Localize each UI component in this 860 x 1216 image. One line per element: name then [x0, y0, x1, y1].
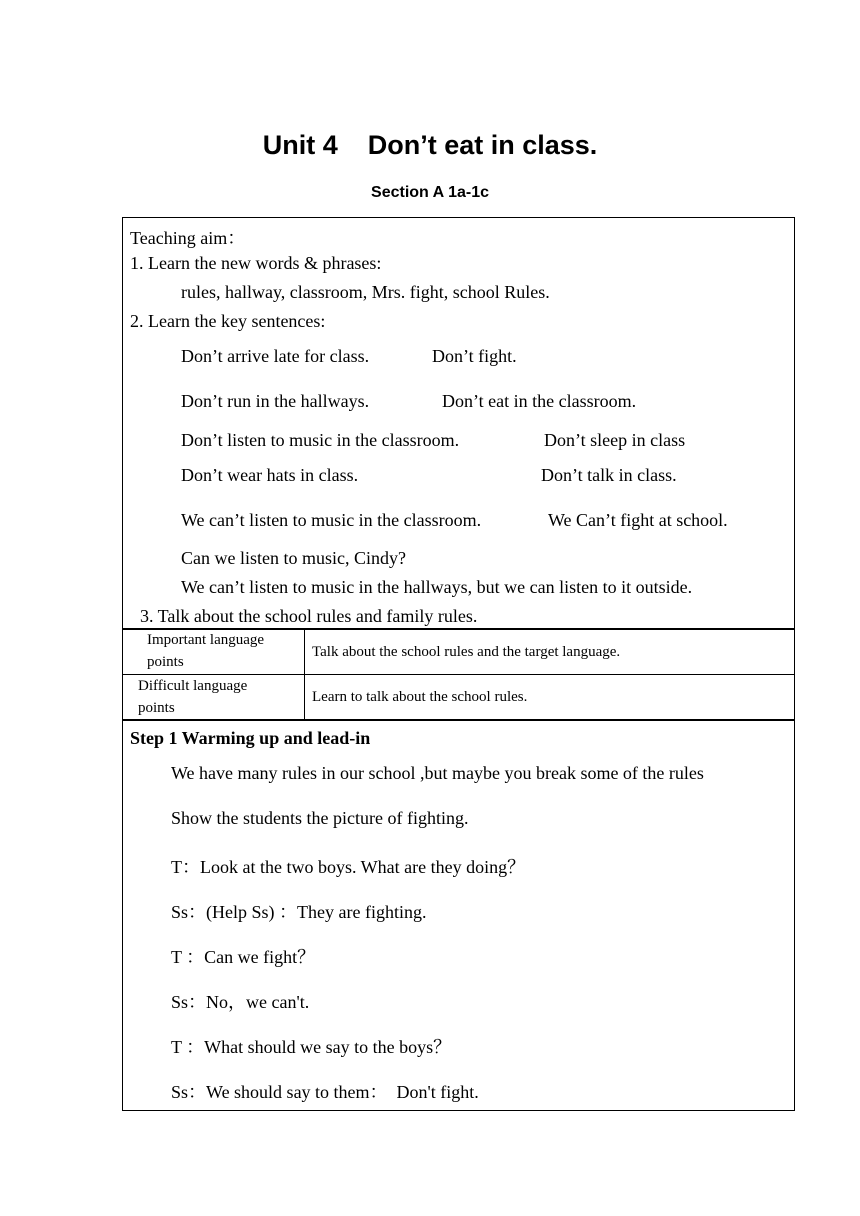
step-1-heading: Step 1 Warming up and lead-in [130, 728, 371, 748]
aim-item-1: 1. Learn the new words & phrases: [130, 253, 382, 273]
step-1-line: Ss：We should say to them： Don't fight. [171, 1082, 479, 1102]
row-divider [123, 674, 794, 675]
key-sentence: Don’t eat in the classroom. [442, 391, 637, 411]
key-sentence: We can’t listen to music in the classroom. [181, 510, 482, 530]
page-title: Unit 4 Don’t eat in class. [262, 130, 598, 160]
key-sentence: Don’t listen to music in the classroom. [181, 430, 460, 450]
key-sentence: Can we listen to music, Cindy? [181, 548, 406, 568]
teaching-aim-box [122, 217, 795, 630]
key-sentence: Don’t talk in class. [541, 465, 677, 485]
important-points-text: Talk about the school rules and the target language. [312, 644, 621, 660]
step-1-line: T ：Can we fight？ [171, 947, 316, 967]
important-points-label: Important language [147, 632, 265, 648]
language-points-table [122, 628, 795, 721]
difficult-points-text: Learn to talk about the school rules. [312, 689, 528, 705]
aim-item-3: 3. Talk about the school rules and family rules. [140, 606, 478, 626]
key-sentence: Don’t fight. [432, 346, 517, 366]
key-sentence: Don’t wear hats in class. [181, 465, 359, 485]
key-sentence: We can’t listen to music in the hallways, but we can listen to it outside. [181, 577, 693, 597]
key-sentence: We Can’t fight at school. [548, 510, 728, 530]
step-1-box [122, 719, 795, 1111]
step-1-line: T：Look at the two boys. What are they doing？ [171, 857, 526, 877]
difficult-points-label: points [138, 700, 175, 716]
step-1-line: T ：What should we say to the boys？ [171, 1037, 452, 1057]
step-1-line: Ss：(Help Ss) ：They are fighting. [171, 902, 427, 922]
difficult-points-label: Difficult language [138, 678, 248, 694]
important-points-label: points [147, 654, 184, 670]
key-sentence: Don’t sleep in class [544, 430, 686, 450]
section-subtitle: Section A 1a-1c [371, 184, 489, 201]
key-sentence: Don’t run in the hallways. [181, 391, 370, 411]
aim-item-2: 2. Learn the key sentences: [130, 311, 326, 331]
new-words-line: rules, hallway, classroom, Mrs. fight, school Rules. [181, 282, 550, 302]
teaching-aim-heading: Teaching aim： [130, 228, 246, 248]
step-1-line: Ss：No，we can't. [171, 992, 310, 1012]
step-1-line: Show the students the picture of fighting. [171, 808, 469, 828]
step-1-line: We have many rules in our school ,but maybe you break some of the rules [171, 763, 704, 783]
key-sentence: Don’t arrive late for class. [181, 346, 370, 366]
